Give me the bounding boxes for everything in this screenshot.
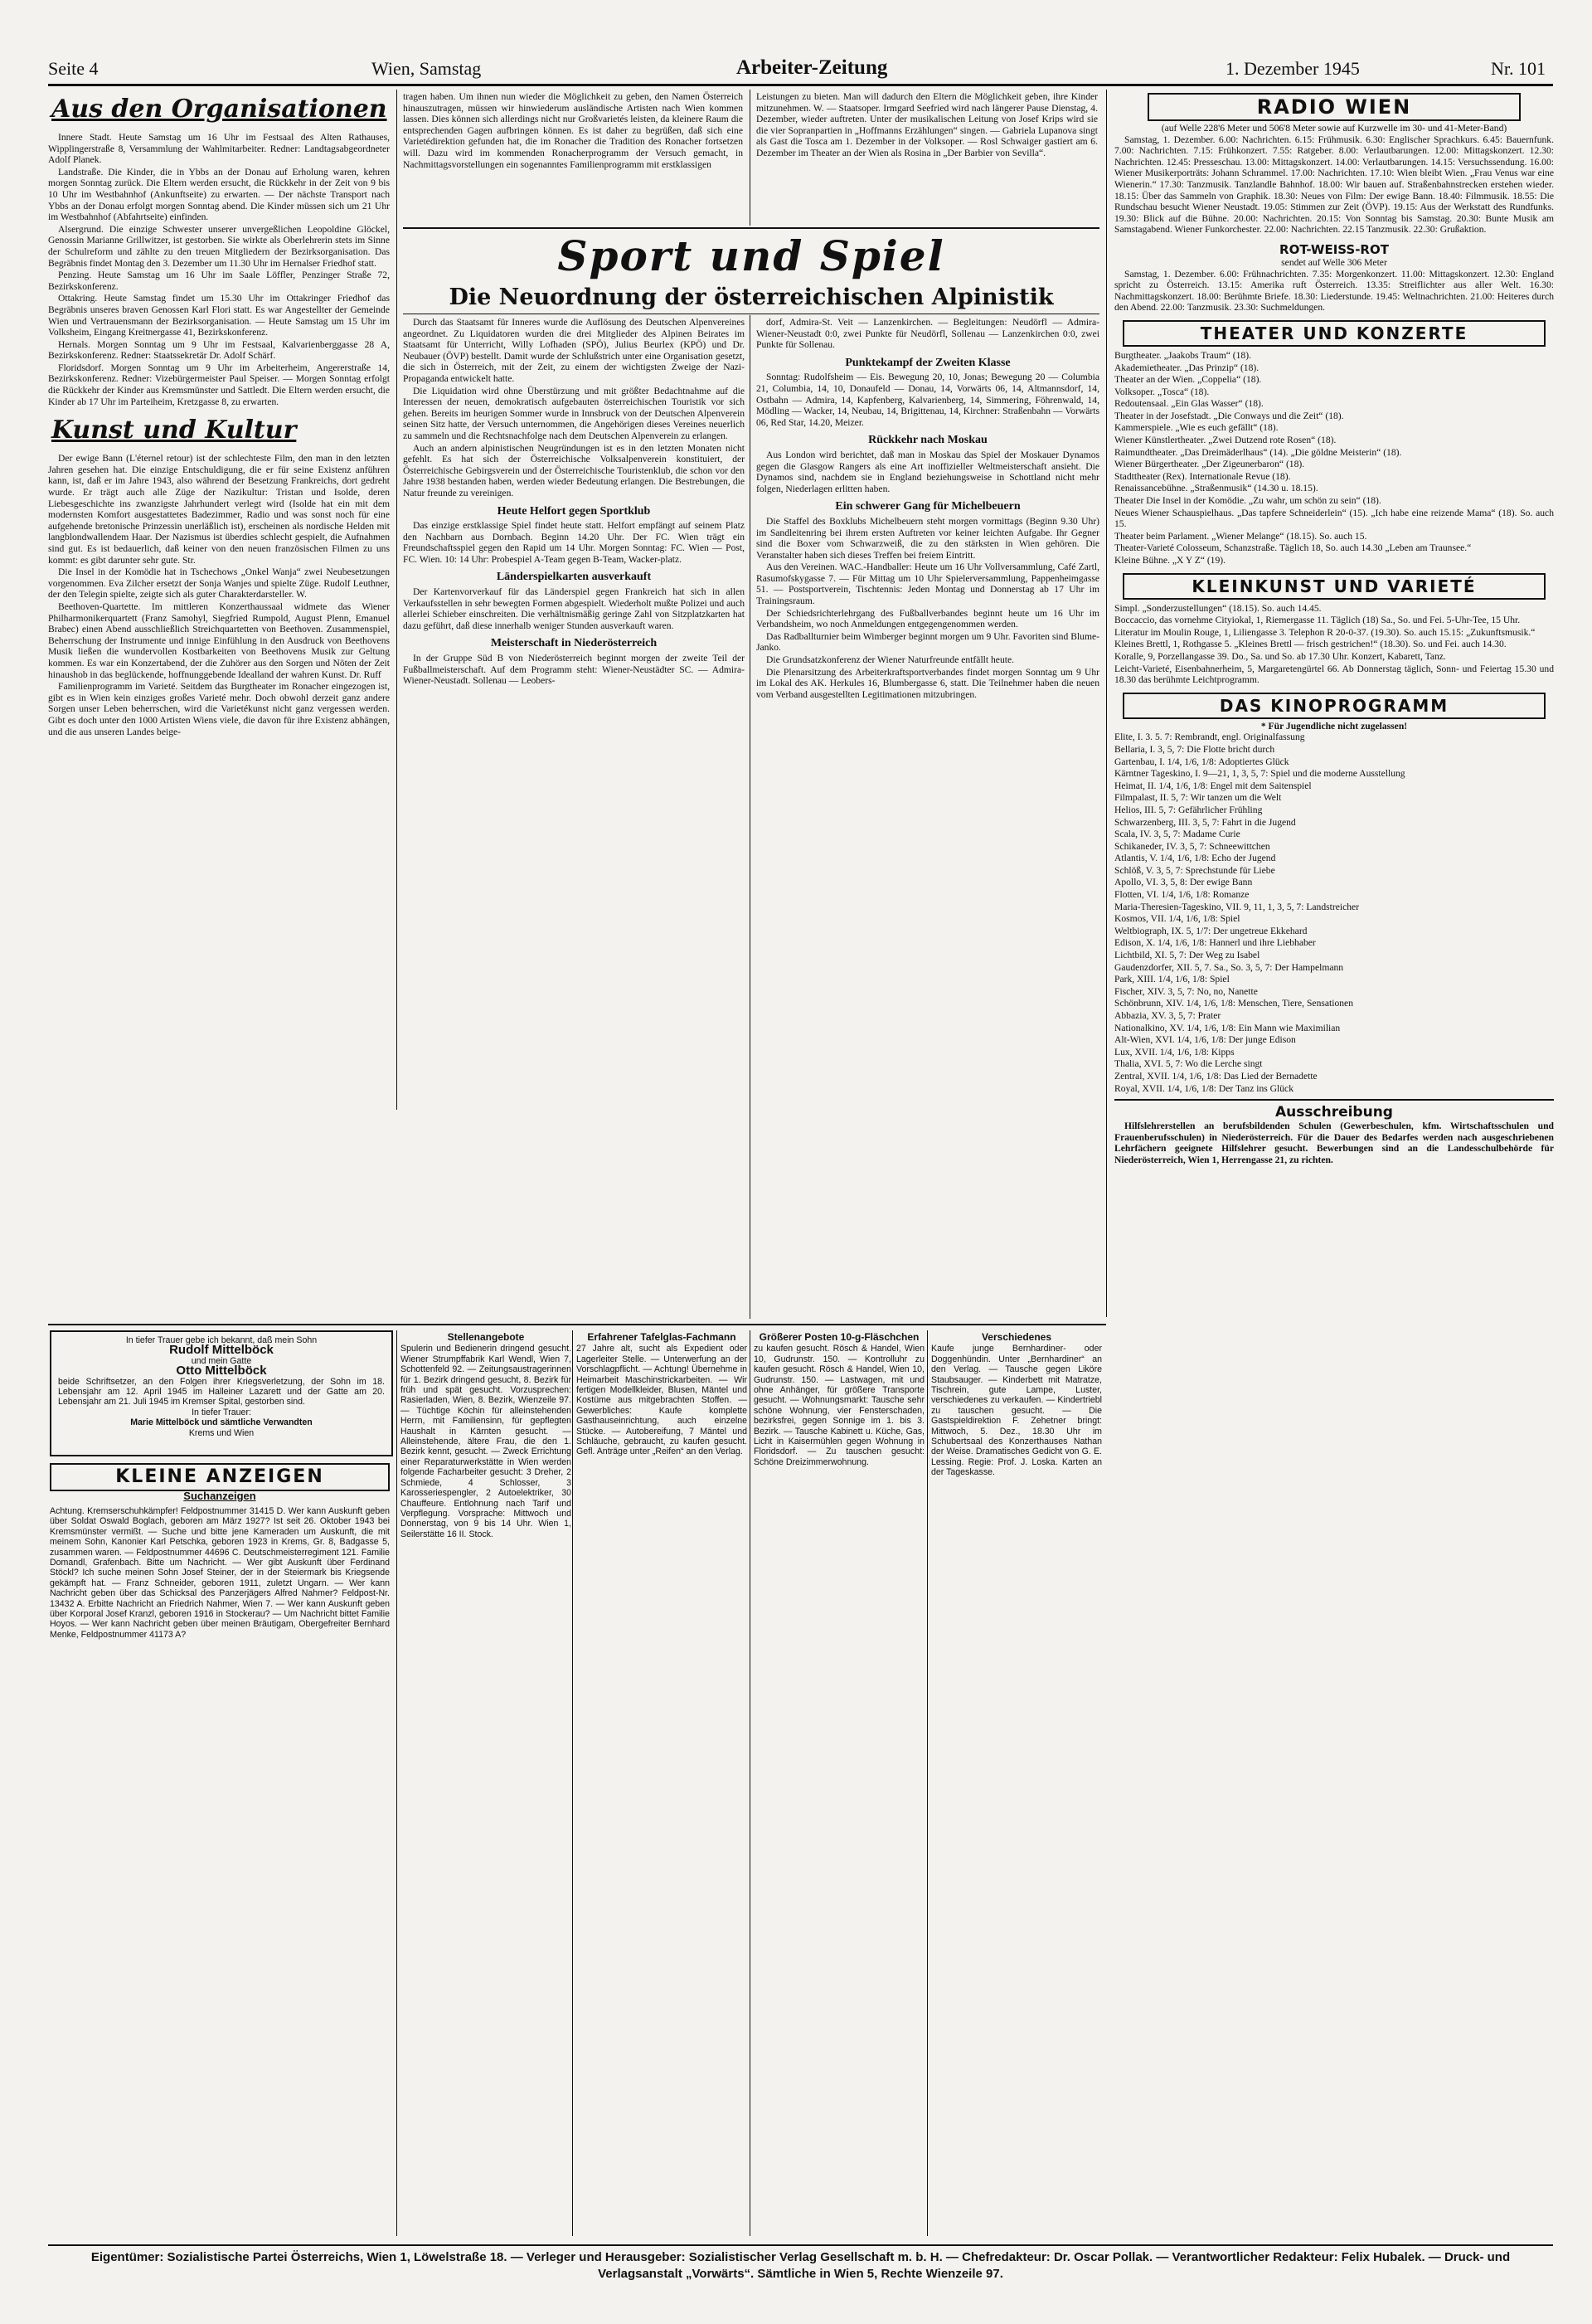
ad-column — [396, 1330, 571, 2236]
kino-title: DAS KINOPROGRAMM — [1123, 693, 1546, 719]
kino-listing: Abbazia, XV. 3, 5, 7: Prater — [1114, 1010, 1221, 1021]
org-para: Landstraße. Die Kinder, die in Ybbs an der Donau auf Erholung waren, kehren morgen Sonntag zurück. Die Eltern werden ersucht, die Rückkehr in der Zeit von 9 bis 10 Uhr im Westbahnhof (Ankunftseite) zu erwarten. — Der nächste Transport nach Ybbs an der Donau erfolgt morgen Sonntag abend. Die Kinder müssen sich um 21 Uhr im Westbahnhof (Abfahrtseite) einfinden. — [48, 166, 390, 223]
org-para: Innere Stadt. Heute Samstag um 16 Uhr im Festsaal des Alten Rathauses, Wipplingerstraße 8, Versammlung der Wahlmitarbeiter. Redner: Landtagsabgeordneter Adolf Planek. — [48, 132, 390, 166]
ausschreibung-body: Hilfslehrerstellen an berufsbildenden Schulen (Gewerbeschulen, kfm. Wirtschaftsschulen und Frauenberufsschulen) in Niederösterreich. Für die Dauer des Bedarfes werden nach ausgeschriebenen Lehrfächern geeignete Hilfslehrer gesucht. Bewerbungen sind an die Landesschulbehörde für Niederösterreich, Wien 1, Herrengasse 21, zu richten. — [1114, 1121, 1554, 1165]
kino-listing: Fischer, XIV. 3, 5, 7: No, no, Nanette — [1114, 985, 1258, 997]
sport-para: Das einzige erstklassige Spiel findet heute statt. Helfort empfängt auf seinem Platz den Nachbarn aus Dornbach. Beginn 14.20 Uhr. Der FC. Wien trägt ein Freundschaftsspiel gegen den Rapid um 14 Uhr. Morgen Sonntag: FC. Wien — Post, FC. Wien. 10: 14 Uhr: Probespiel A-Team gegen B-Team, Wacker-platz. — [403, 520, 745, 565]
kino-listing: Kosmos, VII. 1/4, 1/6, 1/8: Spiel — [1114, 913, 1240, 925]
sport-subhead: Rückkehr nach Moskau — [868, 434, 988, 447]
kino-listing: Schwarzenberg, III. 3, 5, 7: Fahrt in die Jugend — [1114, 816, 1296, 828]
ad-column-head: Erfahrener Tafelglas-Fachmann — [587, 1331, 736, 1343]
kleinkunst-list — [1114, 603, 1554, 686]
kino-listing: Alt-Wien, XVI. 1/4, 1/6, 1/8: Der junge Edison — [1114, 1034, 1296, 1046]
kino-listing: Heimat, II. 1/4, 1/6, 1/8: Engel mit dem Saitenspiel — [1114, 780, 1312, 791]
kino-listing: Elite, I. 3. 5. 7: Rembrandt, engl. Originalfassung — [1114, 732, 1305, 743]
ad-column — [927, 1330, 1102, 2236]
kino-listing: Gaudenzdorfer, XII. 5, 7. Sa., So. 3, 5, 7: Der Hampelmann — [1114, 961, 1344, 973]
suchanzeigen-text: Achtung. Kremserschuhkämpfer! Feldpostnummer 31415 D. Wer kann Auskunft geben über Soldat Oswald Boglach, geboren am März 1927? Ist seit 26. Oktober 1943 bei Kremsmünster vermißt. — Suche und bitte jene Kameraden um Auskunft, die mit meinem Sohn, Kanonier Karl Petschka, geboren 1923 in Krems, Gr. 8, Badgasse 5, zusammen waren. — Feldpostnummer 44696 C. Deutschmeisterregiment 121. Familie Domandl, Grafenbach. Bitte um Nachricht. — Wer gibt Auskunft über Ferdinand Stöckl? Ich suche meinen Sohn Josef Steiner, der in der Steiermark bis Kriegsende gekämpft hat. — Franz Schneider, geboren 1911, zuletzt Ungarn. — Wer kann Nachricht geben über das Schicksal des Panzerjägers Alfred Nahmer? Feldpost-Nr. 13432 A. Erbitte Nachricht an Friedrich Nahmer, Wien 7. — Wer kann Auskunft geben über Korporal Josef Kranzl, geboren 1916 in Stockerau? — Um Nachricht bittet Familie Hoyos. — Wer kann Nachricht geben über meinen Bräutigam, Obergefreiter Bernhard Menke, Feldpostnummer 41173 A? — [50, 1506, 390, 1640]
kino-listing: Schikaneder, IV. 3, 5, 7: Schneewittchen — [1114, 840, 1270, 852]
kleine-anzeigen-title: KLEINE ANZEIGEN — [50, 1463, 390, 1491]
death-notice — [50, 1330, 393, 1456]
sport-para: Aus den Vereinen. WAC.-Handballer: Heute um 16 Uhr Vollversammlung, Café Zartl, Rasumofskygasse 7. — Für Mittag um 10 Uhr Spielerversammlung, Pappenheimgasse 51. — Postsportverein, Tischtennis: Jeden Montag und Donnerstag ab 17 Uhr im Trainingsraum. — [756, 562, 1099, 607]
kino-listing: Kärntner Tageskino, I. 9—21, 1, 3, 5, 7: Spiel und die moderne Ausstellung — [1114, 768, 1405, 780]
sport-para: Die Staffel des Boxklubs Michelbeuern steht morgen vormittags (Beginn 9.30 Uhr) im Sandleitenring bei ihrem ersten Auftreten vor keiner leichten Aufgabe. Ihr Gegner sind die Boxer vom Schwarzweiß, die zu den stärksten in Wien gehören. Die Veranstalter haben sich dieses Treffen bei freiem Eintritt. — [756, 515, 1099, 561]
kino-listing: Weltbiograph, IX. 5, 1/7: Der ungetreue Ekkehard — [1114, 925, 1308, 936]
rwr-subtitle: sendet auf Welle 306 Meter — [1281, 256, 1387, 268]
column-divider — [1106, 90, 1107, 1317]
sport-para: Die Plenarsitzung des Arbeiterkraftsportverbandes findet morgen Sonntag um 9 Uhr im Lokal des AK. Herkules 16, Blumbergasse 6, statt. Die Teilnehmer haben die neuen vom Verband ausgestellten Legitimationen mitzubringen. — [756, 666, 1099, 700]
theater-listing: Theater Die Insel in der Komödie. „Zu wahr, um schön zu sein“ (18). — [1114, 495, 1381, 507]
kleinkunst-listing: Simpl. „Sonderzustellungen“ (18.15). So. auch 14.45. — [1114, 602, 1322, 614]
notice-signature: Marie Mittelböck und sämtliche Verwandten — [130, 1417, 313, 1428]
sport-right-column — [756, 317, 1099, 1320]
theater-listing: Akademietheater. „Das Prinzip“ (18). — [1114, 362, 1260, 373]
kino-listing: Lichtbild, XI. 5, 7: Der Weg zu Isabel — [1114, 950, 1260, 961]
ad-column-text: Kaufe junge Bernhardiner- oder Doggenhündin. Unter „Bernhardiner“ an den Verlag. — Tausche gegen Liköre Staubsauger. — Kinderbett mit Matratze, Tischrein, gute Lampe, Luster, verschiedenes zu verkaufen. — Kindertriebl zu tauschen gesucht. — Die Gastspieldirektion F. Zehetner bringt: Mittwoch, 5. Dez., 18.30 Uhr im Schubertsaal des Konzerthauses Nathan der Weise. Dramatisches Gedicht von G. E. Lessing. Regie: Prof. J. Loska. Karten an der Tageskasse. — [931, 1344, 1102, 1478]
kino-listing: Bellaria, I. 3, 5, 7: Die Flotte bricht durch — [1114, 743, 1275, 755]
kino-listing: Helios, III. 5, 7: Gefährlicher Frühling — [1114, 804, 1263, 815]
theater-listing: Renaissancebühne. „Straßenmusik“ (14.30 u. 18.15). — [1114, 483, 1318, 494]
org-title: Aus den Organisationen — [51, 95, 387, 124]
footer-rule — [48, 2244, 1553, 2246]
sport-banner: Sport und Spiel — [557, 231, 945, 280]
theater-listing: Wiener Künstlertheater. „Zwei Dutzend rote Rosen“ (18). — [1114, 435, 1337, 446]
theater-list — [1114, 350, 1554, 566]
kino-listing: Thalia, XVI. 5, 7: Wo die Lerche singt — [1114, 1058, 1263, 1070]
sport-headline: Die Neuordnung der österreichischen Alpinistik — [449, 284, 1054, 310]
sport-para: Die Grundsatzkonferenz der Wiener Naturfreunde entfällt heute. — [766, 654, 1015, 666]
theater-listing: Theater beim Parlament. „Wiener Melange“ (18.15). So. auch 15. — [1114, 530, 1367, 542]
kunst-para: Beethoven-Quartette. Im mittleren Konzerthaussaal widmete das Wiener Philharmonikerquartett (Franz Samohyl, Siegfried Rumpold, August Plenn, Emanuel Brabec) einen Abend ausschließlich Streichquartetten von Beethoven. Zusammenspiel, Beherrschung der Instrumente und innige Einfühlung in den Ausdruck von Beethovens Musik ließen die wundervollen Kostbarkeiten von Beethovens Musik zur Geltung kommen. Es war ein Konzertabend, der die Zuhörer aus den Sorgen und Nöten der Zeit hinaushob in das beglückende, hoffnunggebende Idealland der wahren Kunst. Dr. Ruff — [48, 600, 390, 680]
notice-line: In tiefer Trauer gebe ich bekannt, daß mein Sohn — [125, 1335, 318, 1345]
theater-title: THEATER UND KONZERTE — [1123, 320, 1546, 347]
masthead-rule — [48, 84, 1553, 86]
kino-listing: Apollo, VI. 3, 5, 8: Der ewige Bann — [1114, 877, 1253, 888]
theater-listing: Raimundtheater. „Das Dreimäderlhaus“ (14). „Die göldne Meisterin“ (18). — [1114, 446, 1402, 458]
kino-listing: Park, XIII. 1/4, 1/6, 1/8: Spiel — [1114, 974, 1230, 985]
kleinkunst-listing: Kleines Brettl, 1, Rothgasse 5. „Kleines Brettl — frisch gestrichen!“ (18.30). So. und Fei. auch 14.30. — [1114, 639, 1507, 650]
kino-listing: Zentral, XVII. 1/4, 1/6, 1/8: Das Lied der Bernadette — [1114, 1070, 1318, 1082]
kleinkunst-listing: Koralle, 9, Porzellangasse 39. Do., Sa. und So. ab 17.30 Uhr. Konzert, Kabarett, Tanz. — [1114, 650, 1446, 662]
ad-column-text: 27 Jahre alt, sucht als Expedient oder Lagerleiter Stelle. — Unterwerfung an der Vorschlagpflicht. — Achtung! Übernehme in Heimarbeit Maschinstrickarbeiten. — Wir fertigen Modellkleider, Blusen, Mäntel und Kostüme aus mitgebrachten Stoffen. — Gewerbliches: Kaufe komplette Gasthauseinrichtung, auch einzelne Stücke. — Autobereifung, 7 Mäntel und Schläuche, gebraucht, zu kaufen gesucht. Gefl. Anträge unter „Reifen“ an den Verlag. — [576, 1344, 747, 1457]
kleinkunst-listing: Literatur im Moulin Rouge, 1, Liliengasse 3. Telephon R 20-0-37. (19.30). So. auch 15.15: „Zukunftsmusik.“ — [1114, 626, 1536, 638]
theater-listing: Stadttheater (Rex). Internationale Revue (18). — [1114, 470, 1291, 482]
page-number: Seite 4 — [48, 58, 99, 79]
theater-listing: Kleine Bühne. „X Y Z“ (19). — [1114, 555, 1226, 566]
issue-number: Nr. 101 — [1491, 58, 1546, 79]
sport-subhead: Länderspielkarten ausverkauft — [496, 571, 652, 584]
kino-listing: Schlöß, V. 3, 5, 7: Sprechstunde für Liebe — [1114, 864, 1275, 876]
sport-para: In der Gruppe Süd B von Niederösterreich beginnt morgen der zweite Teil der Fußballmeisterschaft. Auf dem Programm steht: Wiener-Neustädter SC. — Admira-Wiener-Neustadt. Sollenau — Leobers- — [403, 653, 745, 687]
sport-subhead: Meisterschaft in Niederösterreich — [490, 637, 658, 650]
sport-left-column — [403, 317, 745, 1320]
theater-listing: Neues Wiener Schauspielhaus. „Das tapfere Schneiderlein“ (15). „Ich habe eine reizende Mama“ (18). So. auch 15. — [1114, 507, 1554, 530]
kleinkunst-listing: Boccaccio, das vornehme Cityiokal, 1, Riemergasse 11. Täglich (18) Sa., So. und Fei. 5-Uhr-Tee, 15 Uhr. — [1114, 615, 1521, 626]
ad-column-head: Größerer Posten 10-g-Fläschchen — [759, 1331, 920, 1343]
kleinkunst-listing: Leicht-Varieté, Eisenbahnerheim, 5, Margaretengürtel 66. Ab Donnerstag täglich, Sonn- und Feiertag 15.30 und 18.30 das berühmte Leichtprogramm. — [1114, 663, 1554, 686]
notice-line: Krems und Wien — [188, 1427, 255, 1438]
ausschreibung-rule — [1114, 1099, 1554, 1101]
theater-listing: Wiener Bürgertheater. „Der Zigeunerbaron“ (18). — [1114, 459, 1305, 470]
ad-column-text: Spulerin und Bedienerin dringend gesucht. Wiener Strumpffabrik Karl Wendl, Wien 7, Schottenfeld 92. — Zeitungsaustragerinnen für 1. Bezirk dringend gesucht, 8. Bezirk für früh und spät gesucht. Vorzusprechen: Rasierladen, Wien, 8. Bezirk, Wienzeile 97. — Tüchtige Köchin für alleinstehenden Herrn, mit Familiensinn, für gepflegten Haushalt in Kärnten gesucht. — Alleinstehende, ältere Frau, die den 1. Bezirk kennt, gesucht. — Zweck Errichtung einer Reparaturwerkstätte in Wien werden folgende Facharbeiter gesucht: 3 Dreher, 2 Schmiede, 4 Schlosser, 3 Karosseriespengler, 2 Autoelektriker, 30 Chauffeure. Entlohnung nach Tarif und Verpflegung. Vorsprache: Mittwoch und Donnerstag, von 9 bis 14 Uhr. Wien 1, Seilerstätte 16 II. Stock. — [400, 1344, 571, 1539]
kunst-para: Der ewige Bann (L'éternel retour) ist der schlechteste Film, den man in den letzten Jahren gesehen hat. Die einzige Entschuldigung, die er für seine Existenz anführen kann, ist, daß er im Jahre 1943, also während der Besetzung Frankreichs, dort gedreht wurde. Er trägt auch alle Züge der Nazikultur: Tristan und Isolde, deren Liebesgeschichte ins zwanzigste Jahrhundert verlegt wird (Isolde hat ein mit dem modernsten Komfort ausgestattetes Badezimmer, Radio und was sonst noch für eine aufgehende bretonische Prinzessin unerläßlich ist), erscheinen als nordische Helden mit langblondwallendem Haar. Der Nazismus ist überdies schlecht gespielt, die Aufnahmen sind gut. Es ist bedauerlich, daß keiner von den neuen französischen Filmen zu uns kommt: es gibt darunter sehr gute. Str. — [48, 453, 390, 566]
sport-para: Der Kartenvorverkauf für das Länderspiel gegen Frankreich hat sich in allen Verkaufsstellen in sehr bewegten Formen abgespielt. Wiederholt mußte Polizei und auch allerlei Schieber einschreiten. Die verhältnismäßig geringe Zahl von Sitzplatzkarten hat dazu geführt, daß diese innerhalb weniger Stunden ausverkauft waren. — [403, 586, 745, 631]
kino-listing: Maria-Theresien-Tageskino, VII. 9, 11, 1, 3, 5, 7: Landstreicher — [1114, 901, 1360, 912]
kino-listing: Flotten, VI. 1/4, 1/6, 1/8: Romanze — [1114, 889, 1250, 901]
sport-para: Der Schiedsrichterlehrgang des Fußballverbandes beginnt heute um 16 Uhr im Verbandsheim, wo noch Anmeldungen entgegengenommen werden. — [756, 607, 1099, 630]
kino-listing: Edison, X. 1/4, 1/6, 1/8: Hannerl und ihre Liebhaber — [1114, 937, 1316, 949]
kino-listing: Nationalkino, XV. 1/4, 1/6, 1/8: Ein Mann wie Maximilian — [1114, 1022, 1341, 1033]
theater-listing: Volksoper. „Tosca“ (18). — [1114, 386, 1210, 397]
sport-para: dorf, Admira-St. Veit — Lanzenkirchen. — Begleitungen: Neudörfl — Admira-Wiener-Neustadt 0:0, zwei Punkte für Neudörfl, Sollenau — Lanzenkirchen 0:0, zwei Punkte für Sollenau. — [756, 317, 1099, 351]
kino-listing: Filmpalast, II. 5, 7: Wir tanzen um die Welt — [1114, 792, 1282, 804]
ad-column-head: Stellenangebote — [447, 1331, 525, 1343]
sport-para: Auch an andern alpinistischen Neugründungen ist es in den letzten Monaten nicht gefehlt. Es hat sich der Österreichische Volksalpenverein konstituiert, der Österreichische Gebirgsverein und der Österreichische Touristenklub, die schon vor den Jahre 1938 bestanden haben, werden wieder Bedeutung erlangen. Die Bestrebungen, die Natur freunde zu vereinigen. — [403, 442, 745, 498]
org-para: Penzing. Heute Samstag um 16 Uhr im Saale Löffler, Penzinger Straße 72, Bezirkskonferenz. — [48, 270, 390, 292]
kino-listing: Scala, IV. 3, 5, 7: Madame Curie — [1114, 829, 1240, 840]
sport-para: Durch das Staatsamt für Inneres wurde die Auflösung des Deutschen Alpenvereines angeordnet. Zu Liquidatoren wurden die drei Mitglieder des Alpinen Beirates im Staatsamt für Unterricht, Willy Lofhaden (SPÖ), Julius Beurlex (KPÖ) und Dr. Neubauer (ÖVP) bestellt. Damit wurde der Schlußstrich unter eine Organisation gesetzt, die sich in Österreich, mit der Zeit, zu einem der wichtigsten Zweige der Nazi-Propaganda entwickelt hatte. — [403, 317, 745, 384]
col2-continuation: tragen haben. Um ihnen nun wieder die Möglichkeit zu geben, den Namen Österreich hinauszutragen, müssen wir hinwiederum ausländische Artisten nach Wien kommen lassen. Dies können sich allerdings nicht nur Großvarietés leisten, da kleinere Raum die entsprechenden Gagen aufbringen können. Es ist daher zu begrüßen, daß sich eine Varietédirektion gefunden hat, die im Ronacher die Tradition des Ronacher fortsetzen will. Dazu wird im kommenden Ronacherprogramm der Versuch gemacht, in Nachmittagsvorstellungen ein sogenanntes Familienprogramm mit erstklassigen — [403, 91, 743, 170]
sport-subhead: Heute Helfort gegen Sportklub — [497, 504, 651, 518]
org-para: Ottakring. Heute Samstag findet um 15.30 Uhr im Ottakringer Friedhof das Begräbnis unseres braven Genossen Karl Flori statt. Es war Angestellter der Gemeinde Wien und Vertrauensmann der Bezirksorganisation. — Heute Samstag um 15 Uhr im Volksheim, Eingang Kreitnergasse 41, Bezirkskonferenz. — [48, 293, 390, 338]
sport-subhead: Punktekampf der Zweiten Klasse — [845, 356, 1011, 369]
kino-listing: Schönbrunn, XIV. 1/4, 1/6, 1/8: Menschen, Tiere, Sensationen — [1114, 998, 1354, 1009]
kunst-body — [48, 453, 390, 737]
notice-name: Rudolf Mittelböck — [169, 1343, 274, 1358]
org-body — [48, 132, 390, 407]
kino-listing: Gartenbau, I. 1/4, 1/6, 1/8: Adoptiertes Glück — [1114, 756, 1289, 767]
notice-line: und mein Gatte — [191, 1355, 252, 1366]
paper-name: Arbeiter-Zeitung — [736, 56, 888, 79]
suchanzeigen-title: Suchanzeigen — [183, 1491, 256, 1502]
radio-program: Samstag, 1. Dezember. 6.00: Nachrichten. 6.15: Frühmusik. 6.30: Englischer Sprachkurs. 6.45: Bauernfunk. 7.00: Nachrichten. 7.15: Frühkonzert. 7.55: Ratgeber. 8.00: Verlautbarungen. 12.00: Mittagskonzert. 12.30: Nachrichten. 12.45: Presseschau. 13.00: Mittagskonzert. 14.00: Verlautbarungen. 14.15: Versuchssendung. 16.00: Wiener Musikerporträts: Johann Schrammel. 17.00: Nachrichten. 17.10: Wien bleibt Wien. „Frau Venus war eine Wienerin.“ 17.30: Tanzmusik. Tanzlandle Bahnhof. 18.00: Wir bauen auf. Straßenbahnstrecken erstehen wieder. 18.15: Über das Sammeln von Graphik. 18.30: Neues von Film: Der ewige Bann. 18.40: Filmmusik. 18.55: Die Rundschau besucht Wiener Neustadt. 19.05: Stimmen zur Zeit (ÖVP). 19.15: Aus der Werkstatt des Rundfunks. 19.30: Blick auf die Bühne. 20.00: Nachrichten. 20.15: Von Sonntag bis Samstag. 20.30: Bunte Musik am Samstagabend. Wiener Funkorchester. 22.00: Nachrichten. 22.15 Tanzmusik. 22.30: Grußaktion. — [1114, 134, 1554, 236]
theater-listing: Redoutensaal. „Ein Glas Wasser“ (18). — [1114, 398, 1264, 410]
kino-listing: Lux, XVII. 1/4, 1/6, 1/8: Kipps — [1114, 1046, 1235, 1057]
theater-listing: Theater an der Wien. „Coppelia“ (18). — [1114, 374, 1262, 386]
sport-subhead: Ein schwerer Gang für Michelbeuern — [835, 500, 1021, 513]
right-column — [1114, 90, 1554, 2238]
org-para: Hernals. Morgen Sonntag um 9 Uhr im Festsaal, Kalvarienberggasse 28 A, Bezirkskonferenz. Redner: Staatssekretär Dr. Adolf Schärf. — [48, 338, 390, 362]
org-para: Alsergrund. Die einzige Schwester unserer unvergeßlichen Leopoldine Glöckel, Genossin Marianne Grillwitzer, ist gestorben. Sie wirkte als Oberlehrerin stets im Sinne der Schulreform und zählte zu den treuen Mitgliedern der Bezirksorganisation. Das Begräbnis findet Montag den 3. Dezember um 11.30 Uhr im Hernalser Friedhof statt. — [48, 223, 390, 269]
kino-listing: Royal, XVII. 1/4, 1/6, 1/8: Der Tanz ins Glück — [1114, 1082, 1294, 1094]
col3-continuation: Leistungen zu bieten. Man will dadurch den Eltern die Möglichkeit geben, ihre Kinder mitzunehmen. W. — Staatsoper. Irmgard Seefried wird nach längerer Pause Dienstag, 4. Dezember, wieder auftreten. Unter der musikalischen Leitung von Josef Krips wird sie die vier Sopranpartien in „Hoffmanns Erzählungen“ singen. — Gabriela Lupanova singt als Gast die Tosca am 1. Dezember in der Volksoper. — Rosl Schwaiger gastiert am 6. Dezember im Theater an der Wien als Rosina in „Der Barbier von Sevilla“. — [756, 91, 1098, 158]
place-date: Wien, Samstag — [371, 58, 482, 79]
notice-name: Otto Mittelböck — [176, 1364, 267, 1378]
imprint: Eigentümer: Sozialistische Partei Österreichs, Wien 1, Löwelstraße 18. — Verleger und Herausgeber: Sozialistischer Verlag Gesellschaft m. b. H. — Chefredakteur: Dr. Oscar Pollak. — Verantwortlicher Redakteur: Felix Hubalek. — Druck- und Verlagsanstalt „Vorwärts“. Sämtliche in Wien 5, Rechte Wienzeile 97. — [90, 2250, 1511, 2281]
ad-column — [572, 1330, 747, 2236]
theater-listing: Theater-Varieté Colosseum, Schanzstraße. Täglich 18, So. auch 14.30 „Leben am Traunsee.“ — [1114, 542, 1472, 554]
kunst-title: Kunst und Kultur — [51, 416, 297, 445]
ad-column — [750, 1330, 925, 2236]
kunst-para: Die Insel in der Komödie hat in Tschechows „Onkel Wanja“ zwei Neubesetzungen vorgenommen. Eva Zilcher ersetzt der Sonja Wanjes und spielte Züge. Rudolf Leuthner, der den Telegin spielte, zeigte sich als guter Charakterdarsteller. W. — [48, 566, 390, 600]
issue-date: 1. Dezember 1945 — [1226, 58, 1360, 79]
ausschreibung-title: Ausschreibung — [1275, 1104, 1393, 1121]
kunst-para: Familienprogramm im Varieté. Seitdem das Burgtheater im Ronacher eingezogen ist, gibt es in Wien kein einziges großes Varieté mehr. Doch obwohl derzeit ganz andere Sorgen unser Leben beherrschen, wird die Varietékunst nicht ganz vergessen werden. Gibt es doch unter den 1000 Artisten Wiens viele, die davon für ihre Existenz abhängen, und die aus unseren Landes beige- — [48, 681, 390, 737]
suchanzeigen-body — [50, 1506, 390, 2236]
kino-list — [1114, 732, 1554, 1094]
kino-listing: Atlantis, V. 1/4, 1/6, 1/8: Echo der Jugend — [1114, 853, 1276, 864]
org-para: Floridsdorf. Morgen Sonntag um 9 Uhr im Arbeiterheim, Angererstraße 14, Bezirkskonferenz. Redner: Vizebürgermeister Paul Speiser. — Morgen Sonntag erfolgt die Rückkehr der Kinder aus Kremsmünster und Sattledt. Die Eltern werden ersucht, die Kinder ab 17 Uhr im Parteiheim, Kretzgasse 8, zu erwarten. — [48, 362, 390, 407]
theater-listing: Kammerspiele. „Wie es euch gefällt“ (18). — [1114, 422, 1279, 434]
sport-para: Das Radballturnier beim Wimberger beginnt morgen um 9 Uhr. Favoriten sind Blume-Janko. — [756, 630, 1099, 654]
column-1 — [48, 90, 390, 1110]
theater-listing: Theater in der Josefstadt. „Die Conways und die Zeit“ (18). — [1114, 410, 1344, 421]
masthead — [48, 55, 1553, 83]
theater-listing: Burgtheater. „Jaakobs Traum“ (18). — [1114, 349, 1251, 361]
rwr-title: ROT-WEISS-ROT — [1279, 241, 1389, 257]
radio-title: RADIO WIEN — [1148, 93, 1521, 121]
ad-column-text: zu kaufen gesucht. Rösch & Handel, Wien 10, Gudrunstr. 150. — Kontrolluhr zu kaufen gesucht. Rösch & Handel, Wien 10, Gudrunstr. 150. — Lastwagen, mit und ohne Anhänger, für größere Transporte gesucht. — Wohnungsmarkt: Tausche sehr schöne Wohnung, vier Fensterschaden, bezirksfrei, gegen Sonnige im 1. bis 3. Bezirk. — Tausche Kabinett u. Küche, Gas, Licht in Kaisermühlen gegen Wohnung in Floridsdorf. — Zu tauschen gesucht: Schöne Dreizimmerwohnung. — [754, 1344, 925, 1467]
ads-rule — [48, 1324, 1106, 1325]
kleinkunst-title: KLEINKUNST UND VARIETÉ — [1123, 573, 1546, 600]
sport-para: Sonntag: Rudolfsheim — Eis. Bewegung 20, 10, Jonas; Bewegung 20 — Columbia 21, Columbia, 14, 10, Donaufeld — Donau, 14, Vorwärts 06, 14, Altmannsdorf, 14, Ostbahn — Admira, 14, Kapfenberg, Kalvarienberg, 14, Simmering, Föhrenwald, 14, Mödling — Wacker, 14, Neubau, 14, Brigittenau, 14, Kirchner: Straßenbahn — Vorwärts 06, Red Star, 14.20, Meizer. — [756, 372, 1099, 428]
ad-column-head: Verschiedenes — [981, 1331, 1052, 1343]
rwr-program: Samstag, 1. Dezember. 6.00: Frühnachrichten. 7.35: Morgenkonzert. 11.00: Mittagskonzert. 12.30: England spricht zu Österreich. 13.15: Amerika ruft Österreich. 13.35: Streiflichter aus aller Welt. 16.30: Nachmittagskonzert. 18.00: Berühmte Briefe. 18.30: Liederstunde. 19.45: Weltnachrichten. 21.00: Heiteres durch den Abend. 22.00: Tanzmusik. 23.30: Suchmeldungen. — [1114, 268, 1554, 314]
sport-para: Aus London wird berichtet, daß man in Moskau das Spiel der Moskauer Dynamos gegen die Glasgow Rangers als eine Art inoffizieller Weltmeisterschaft ansieht. Die Dynamos sind, nachdem sie in England beziehungsweise in Schottland nicht mehr folgen, Niederlagen erlitten haben. — [756, 449, 1099, 494]
column-divider — [396, 90, 397, 1110]
radio-subtitle: (auf Welle 228'6 Meter und 506'8 Meter sowie auf Kurzwelle im 30- und 41-Meter-Band) — [1161, 123, 1507, 134]
sport-para: Die Liquidation wird ohne Überstürzung und mit größter Bedachtnahme auf die Interessen der neuen, demokratisch aufgebauten österreichischen Touristik vor sich gehen. Bereits im heurigen Sommer wurde in Innsbruck von der Deutschen Alpenverein seinen Sitz hatte, der Versuch unternommen, die Angehörigen dieses Vereines neuerlich zu sammeln und die Rechtsnachfolge nach dem Deutschen Alpenverein zu erlangen. — [403, 385, 745, 441]
kino-note: * Für Jugendliche nicht zugelassen! — [1260, 720, 1408, 732]
notice-text: beide Schriftsetzer, an den Folgen ihrer Kriegsverletzung, der Sohn im 18. Lebensjahr am 12. April 1945 im Halleiner Lazarett und der Gatte am 20. Lebensjahr am 21. Juli 1945 im Kremser Spital, gestorben sind. — [58, 1376, 385, 1408]
notice-line: In tiefer Trauer: — [192, 1407, 251, 1417]
